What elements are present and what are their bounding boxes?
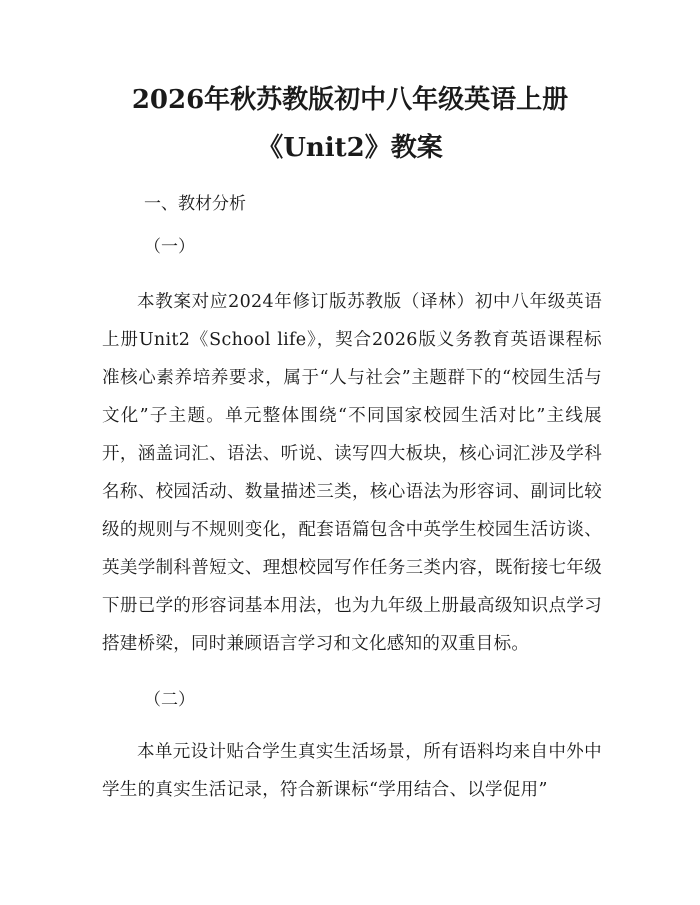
document-title-line1: 2026年秋苏教版初中八年级英语上册 (131, 85, 569, 115)
document-title-line2: 《Unit2》教案 (257, 133, 443, 163)
subsection-label-2: （二） (144, 690, 195, 710)
section-heading-textbook-analysis: 一、教材分析 (144, 194, 246, 214)
subsection-label-1: （一） (144, 237, 195, 257)
paragraph-2: 本单元设计贴合学生真实生活场景，所有语料均来自中外中学生的真实生活记录，符合新课标“学用结合、以学促用” (102, 742, 602, 800)
paragraph-1: 本教案对应2024年修订版苏教版（译林）初中八年级英语上册Unit2《School life》，契合2026版义务教育英语课程标准核心素养培养要求，属于“人与社会”主题群下的“校园生活与文化”子主题。单元整体围绕“不同国家校园生活对比”主线展开，涵盖词汇、语法、听说、读写四大板块，核心词汇涉及学科名称、校园活动、数量描述三类，核心语法为形容词、副词比较级的规则与不规则变化，配套语篇包含中英学生校园生活访谈、英美学制科普短文、理想校园写作任务三类内容，既衔接七年级下册已学的形容词基本用法，也为九年级上册最高级知识点学习搭建桥梁，同时兼顾语言学习和文化感知的双重目标。 (102, 292, 602, 654)
